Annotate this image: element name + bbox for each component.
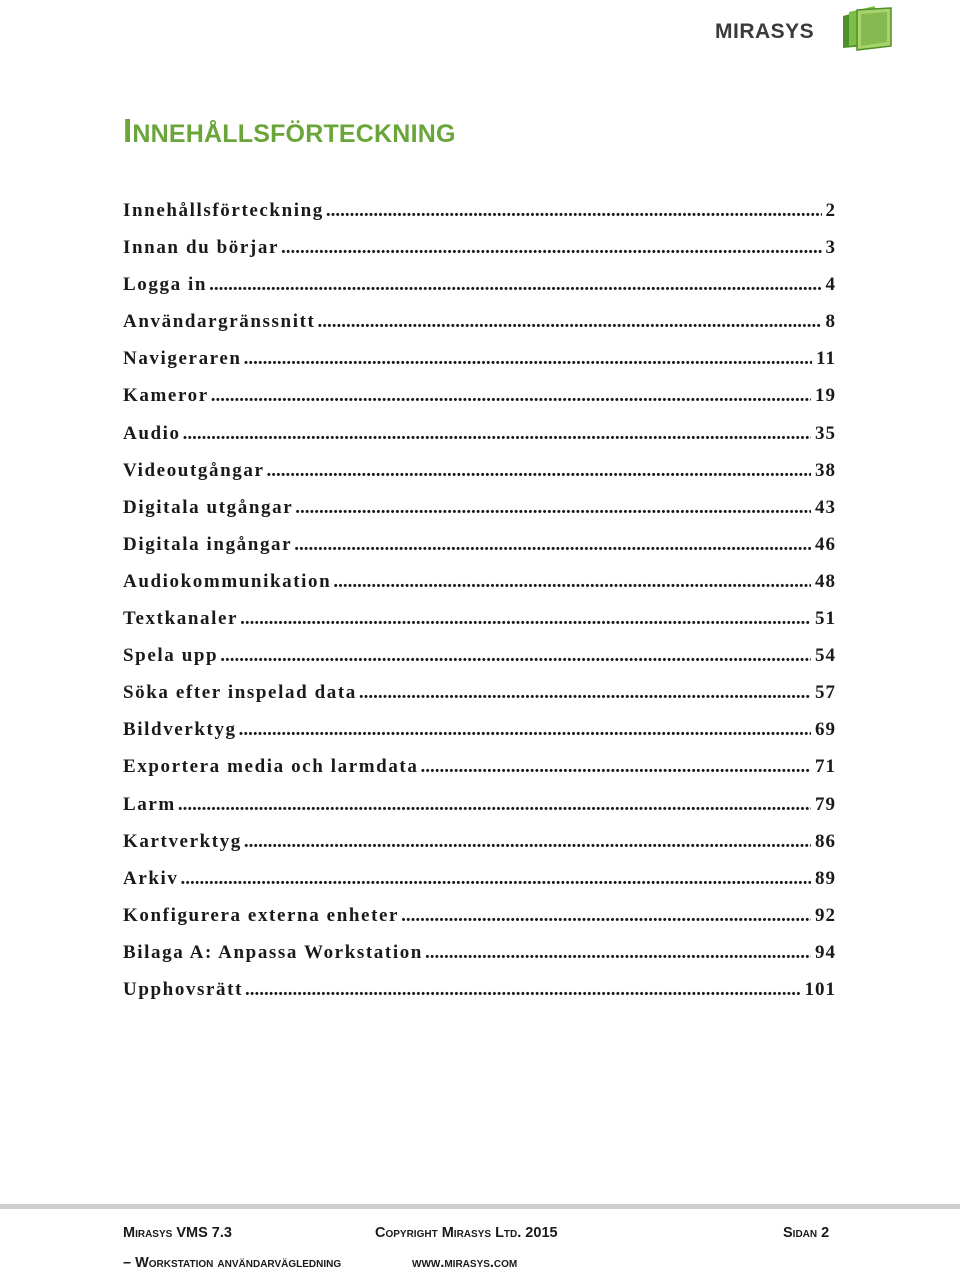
toc-dot-leader [183,423,811,445]
toc-dot-leader [244,348,812,370]
toc-entry[interactable] [123,200,836,237]
toc-entry-page: 8 [825,311,836,333]
toc-entry-title: Innan du börjar [123,237,279,259]
toc-entry[interactable] [123,311,836,348]
toc-dot-leader [425,942,811,964]
toc-entry-title: Digitala ingångar [123,533,293,555]
toc-entry-page: 51 [815,608,836,630]
mirasys-logo [715,6,895,52]
toc-entry-page: 38 [815,459,836,481]
toc-entry-title: Upphovsrätt [123,978,244,1000]
toc-entry-title: Textkanaler [123,608,239,630]
toc-entry[interactable] [123,719,836,756]
toc-entry[interactable] [123,868,836,905]
page-title-rest: NNEHÅLLSFÖRTECKNING [132,120,456,148]
toc-entry-title: Exportera media och larmdata [123,756,419,778]
toc-entry-title: Videoutgångar [123,459,265,481]
toc-entry-page: 79 [815,793,836,815]
toc-dot-leader [281,237,822,259]
page-title-initial: I [123,112,133,149]
toc-entry[interactable] [123,274,836,311]
toc-entry-title: Spela upp [123,645,219,667]
toc-dot-leader [317,311,821,333]
toc-entry-title: Navigeraren [123,348,242,370]
toc-entry[interactable] [123,571,836,608]
toc-entry-title: Konfigurera externa enheter [123,904,400,926]
toc-entry-page: 69 [815,719,836,741]
toc-entry-page: 19 [815,385,836,407]
toc-entry[interactable] [123,385,836,422]
toc-dot-leader [239,719,811,741]
toc-entry[interactable] [123,645,836,682]
toc-entry[interactable] [123,348,836,385]
toc-entry-title: Audiokommunikation [123,570,332,592]
footer-copyright: Copyright Mirasys Ltd. 2015 [375,1225,558,1241]
toc-entry[interactable] [123,831,836,868]
page-title [123,112,456,150]
toc-dot-leader [245,979,800,1001]
toc-entry-page: 4 [825,274,836,296]
footer-product: Mirasys VMS 7.3 [123,1225,232,1241]
toc-entry[interactable] [123,497,836,534]
toc-entry-page: 92 [815,904,836,926]
toc-entry-title: Söka efter inspelad data [123,682,357,704]
toc-entry-page: 2 [825,200,836,221]
toc-entry-page: 11 [816,348,836,370]
toc-entry[interactable] [123,942,836,979]
toc-dot-leader [178,794,811,816]
toc-entry-title: Bilaga A: Anpassa Workstation [123,941,423,963]
footer-divider [0,1204,960,1209]
toc-entry-page: 35 [815,422,836,444]
toc-entry-page: 54 [815,645,836,667]
toc-entry-page: 86 [815,830,836,852]
toc-dot-leader [244,831,811,853]
toc-dot-leader [220,645,811,667]
toc-entry-title: Bildverktyg [123,719,237,741]
footer-url: www.mirasys.com [412,1255,518,1271]
toc-entry[interactable] [123,608,836,645]
toc-entry-title: Larm [123,793,176,815]
toc-entry[interactable] [123,237,836,274]
mirasys-logo-icon [835,6,893,52]
toc-dot-leader [240,608,811,630]
toc-entry-title: Kameror [123,385,209,407]
toc-entry-title: Innehållsförteckning [123,200,324,221]
toc-entry-page: 57 [815,682,836,704]
logo-wordmark: MIRASYS [715,20,815,43]
footer-product-subtitle: – Workstation användarvägledning [123,1255,342,1271]
toc-entry-page: 48 [815,570,836,592]
toc-dot-leader [295,497,811,519]
toc-entry-title: Kartverktyg [123,830,242,852]
toc-entry[interactable] [123,794,836,831]
toc-entry[interactable] [123,979,836,1016]
toc-entry-title: Användargränssnitt [123,311,316,333]
toc-dot-leader [326,200,822,222]
toc-entry-page: 46 [815,533,836,555]
toc-entry-page: 94 [815,941,836,963]
toc-entry[interactable] [123,905,836,942]
toc-entry-title: Arkiv [123,867,179,889]
toc-entry[interactable] [123,682,836,719]
toc-dot-leader [420,756,811,778]
toc-dot-leader [267,460,812,482]
toc-entry[interactable] [123,756,836,793]
toc-entry[interactable] [123,534,836,571]
toc-entry-page: 43 [815,496,836,518]
toc-entry-page: 101 [804,978,836,1000]
toc-dot-leader [333,571,811,593]
toc-entry-title: Audio [123,422,181,444]
toc-dot-leader [209,274,821,296]
toc-entry-title: Digitala utgångar [123,496,294,518]
toc-entry-page: 3 [825,237,836,259]
toc-entry[interactable] [123,460,836,497]
table-of-contents [123,200,836,1016]
footer-page-number: Sidan 2 [783,1225,830,1241]
toc-entry[interactable] [123,423,836,460]
toc-dot-leader [181,868,812,890]
toc-dot-leader [359,682,811,704]
toc-dot-leader [401,905,811,927]
toc-entry-page: 71 [815,756,836,778]
toc-dot-leader [294,534,811,556]
toc-dot-leader [211,385,811,407]
toc-entry-page: 89 [815,867,836,889]
toc-entry-title: Logga in [123,274,208,296]
